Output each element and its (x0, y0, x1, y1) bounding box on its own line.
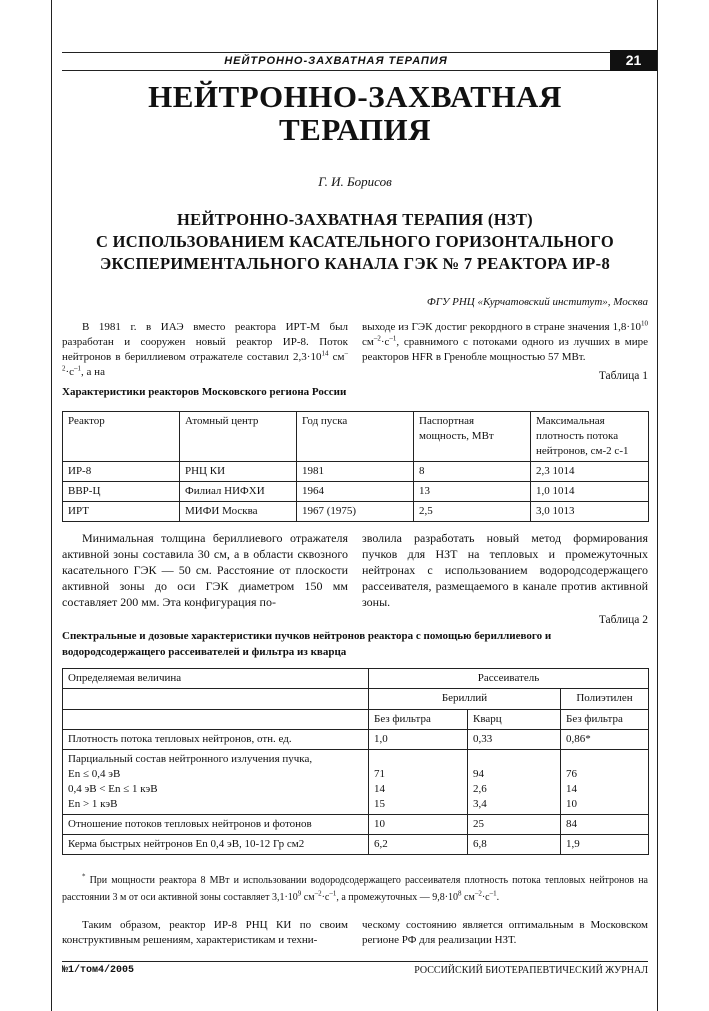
intro-right-paragraph: выходе из ГЭК достиг рекордного в стране значения $1,8\cdot 10^{10}$ $см^{-2}\cdot с^{-1}$, сравнимого с потоками одного из лучших в мире реакторов HFR в Гренобле мощностью 57 МВт. (362, 319, 648, 363)
table2-cell: 10 (369, 815, 468, 835)
article-title-line1: НЕЙТРОННО-ЗАХВАТНАЯ ТЕРАПИЯ (НЗТ) (177, 210, 533, 229)
table1-cell: 2,5 (414, 502, 531, 522)
para2-left: Минимальная толщина бериллиевого отражателя активной зоны составила 30 см, а в области сквозного касательного ГЭК — 50 см. Расстояние от плоскости активной зоны до оси ГЭК диаметром 150 мм составляет 200 мм. Эта конфигурация по- (62, 531, 348, 609)
table1-cell: Филиал НИФХИ (180, 482, 297, 502)
table1-cell: 3,0 1013 (531, 502, 649, 522)
table1-cell: 1967 (1975) (297, 502, 414, 522)
table-row (63, 835, 649, 855)
table1-title: Характеристики реакторов Московского региона России (62, 386, 347, 398)
table1-header-row (63, 412, 649, 462)
table2-header-nofilter: Без фильтра (369, 710, 468, 730)
table2-row-label: Плотность потока тепловых нейтронов, отн. ед. (63, 730, 369, 750)
table2-header-row1 (63, 669, 649, 689)
main-title-line1: НЕЙТРОННО-ЗАХВАТНАЯ (148, 79, 562, 114)
table2-cell: 76 14 10 (561, 750, 649, 815)
table2-empty-cell (63, 689, 369, 710)
table-row (63, 730, 649, 750)
table2-header-quantity: Определяемая величина (63, 669, 369, 689)
table-row (63, 462, 649, 482)
table1-cell: ВВР-Ц (63, 482, 180, 502)
table2-cell: 0,33 (468, 730, 561, 750)
table2-header-nofilter: Без фильтра (561, 710, 649, 730)
table2-cell: 25 (468, 815, 561, 835)
issue-label: №1/том4/2005 (62, 965, 135, 976)
table2-header-beryllium: Бериллий (369, 689, 561, 710)
footer-rule (62, 961, 648, 962)
para2-right: зволила разработать новый метод формирования пучков для НЗТ на тепловых и промежуточных нейтронах с использованием водородсодержащего рассеивателя, размещаемого в канале против активной зоны. (362, 531, 648, 609)
table2-row-label: Парциальный состав нейтронного излучения пучка, En ≤ 0,4 эВ 0,4 эВ < En ≤ 1 кэВ En > 1 кэВ (63, 750, 369, 815)
left-margin-line (51, 0, 52, 1011)
table1-header-cell: Год пуска (297, 412, 414, 462)
table2-cell: 94 2,6 3,4 (468, 750, 561, 815)
table1-cell: МИФИ Москва (180, 502, 297, 522)
table2-header-scatterer: Рассеиватель (369, 669, 649, 689)
table1-header-cell: Реактор (63, 412, 180, 462)
table2-cell: 71 14 15 (369, 750, 468, 815)
table1-cell: 2,3 1014 (531, 462, 649, 482)
footnote: * При мощности реактора 8 МВт и использовании водородсодержащего рассеивателя плотность потока тепловых нейтронов на расстоянии 3 м от оси активной зоны составляет $3,1\cdot 10^9$ $см^{-2}\cdot с^{-1}$, а промежуточных — $9,8\cdot 10^8$ $см^{-2}\cdot с^{-1}$. (62, 872, 648, 903)
page-number: 21 (610, 50, 657, 71)
table2-cell: 1,0 (369, 730, 468, 750)
table1-cell: 1,0 1014 (531, 482, 649, 502)
article-title (62, 209, 648, 275)
table1-header-cell: Максимальная плотность потока нейтронов, см-2 с-1 (531, 412, 649, 462)
table2-header-quartz: Кварц (468, 710, 561, 730)
table1-cell: 1964 (297, 482, 414, 502)
table2-cell: 0,86* (561, 730, 649, 750)
table1-cell: ИР-8 (63, 462, 180, 482)
table2-cell: 6,2 (369, 835, 468, 855)
table1-cell: 8 (414, 462, 531, 482)
table2-header-row3 (63, 710, 649, 730)
main-title-line2: ТЕРАПИЯ (278, 112, 432, 147)
table1-cell: 1981 (297, 462, 414, 482)
author: Г. И. Борисов (318, 174, 392, 189)
article-title-line2: С ИСПОЛЬЗОВАНИЕМ КАСАТЕЛЬНОГО ГОРИЗОНТАЛЬНОГО (96, 232, 614, 251)
table2-cell: 6,8 (468, 835, 561, 855)
table1-cell: РНЦ КИ (180, 462, 297, 482)
table2-header-row2 (63, 689, 649, 710)
table2-title: Спектральные и дозовые характеристики пучков нейтронов реактора с помощью бериллиевого и водородсодержащего рассеивателей и фильтра из кварца (62, 630, 552, 658)
table2-row-label: Керма быстрых нейтронов En 0,4 эВ, 10-12 Гр см2 (63, 835, 369, 855)
table-row (63, 482, 649, 502)
table-row (63, 815, 649, 835)
table1-header-cell: Атомный центр (180, 412, 297, 462)
article-title-line3: ЭКСПЕРИМЕНТАЛЬНОГО КАНАЛА ГЭК № 7 РЕАКТОРА ИР-8 (99, 254, 611, 273)
conclusion-left: Таким образом, реактор ИР-8 РНЦ КИ по своим конструктивным решениям, характеристикам и техни- (62, 919, 348, 946)
table2-empty-cell (63, 710, 369, 730)
affiliation: ФГУ РНЦ «Курчатовский институт», Москва (426, 296, 648, 308)
table2-row-label: Отношение потоков тепловых нейтронов и фотонов (63, 815, 369, 835)
table2-caption: Таблица 2 (598, 614, 648, 626)
journal-name: РОССИЙСКИЙ БИОТЕРАПЕВТИЧЕСКИЙ ЖУРНАЛ (414, 965, 648, 976)
table1 (62, 411, 649, 522)
table1-header-cell: Паспортная мощность, МВт (414, 412, 531, 462)
table2-cell: 1,9 (561, 835, 649, 855)
right-margin-line (657, 0, 658, 1011)
conclusion-right: ческому состоянию является оптимальным в Московском регионе РФ для реализации НЗТ. (362, 919, 648, 946)
table-row (63, 750, 649, 815)
intro-left-paragraph: В 1981 г. в ИАЭ вместо реактора ИРТ-М был разработан и сооружен новый реактор ИР-8. Поток нейтронов в бериллиевом отражателе составил $2,3\cdot 10^{14}$ $см^{-2}\cdot с^{-1}$, а на (62, 321, 349, 378)
table2-header-polyethylene: Полиэтилен (561, 689, 649, 710)
main-title (62, 80, 648, 146)
table1-cell: ИРТ (63, 502, 180, 522)
table2-cell: 84 (561, 815, 649, 835)
table2 (62, 668, 649, 855)
table1-cell: 13 (414, 482, 531, 502)
table-row (63, 502, 649, 522)
table1-caption: Таблица 1 (598, 370, 648, 382)
running-header: НЕЙТРОННО-ЗАХВАТНАЯ ТЕРАПИЯ (62, 52, 610, 71)
